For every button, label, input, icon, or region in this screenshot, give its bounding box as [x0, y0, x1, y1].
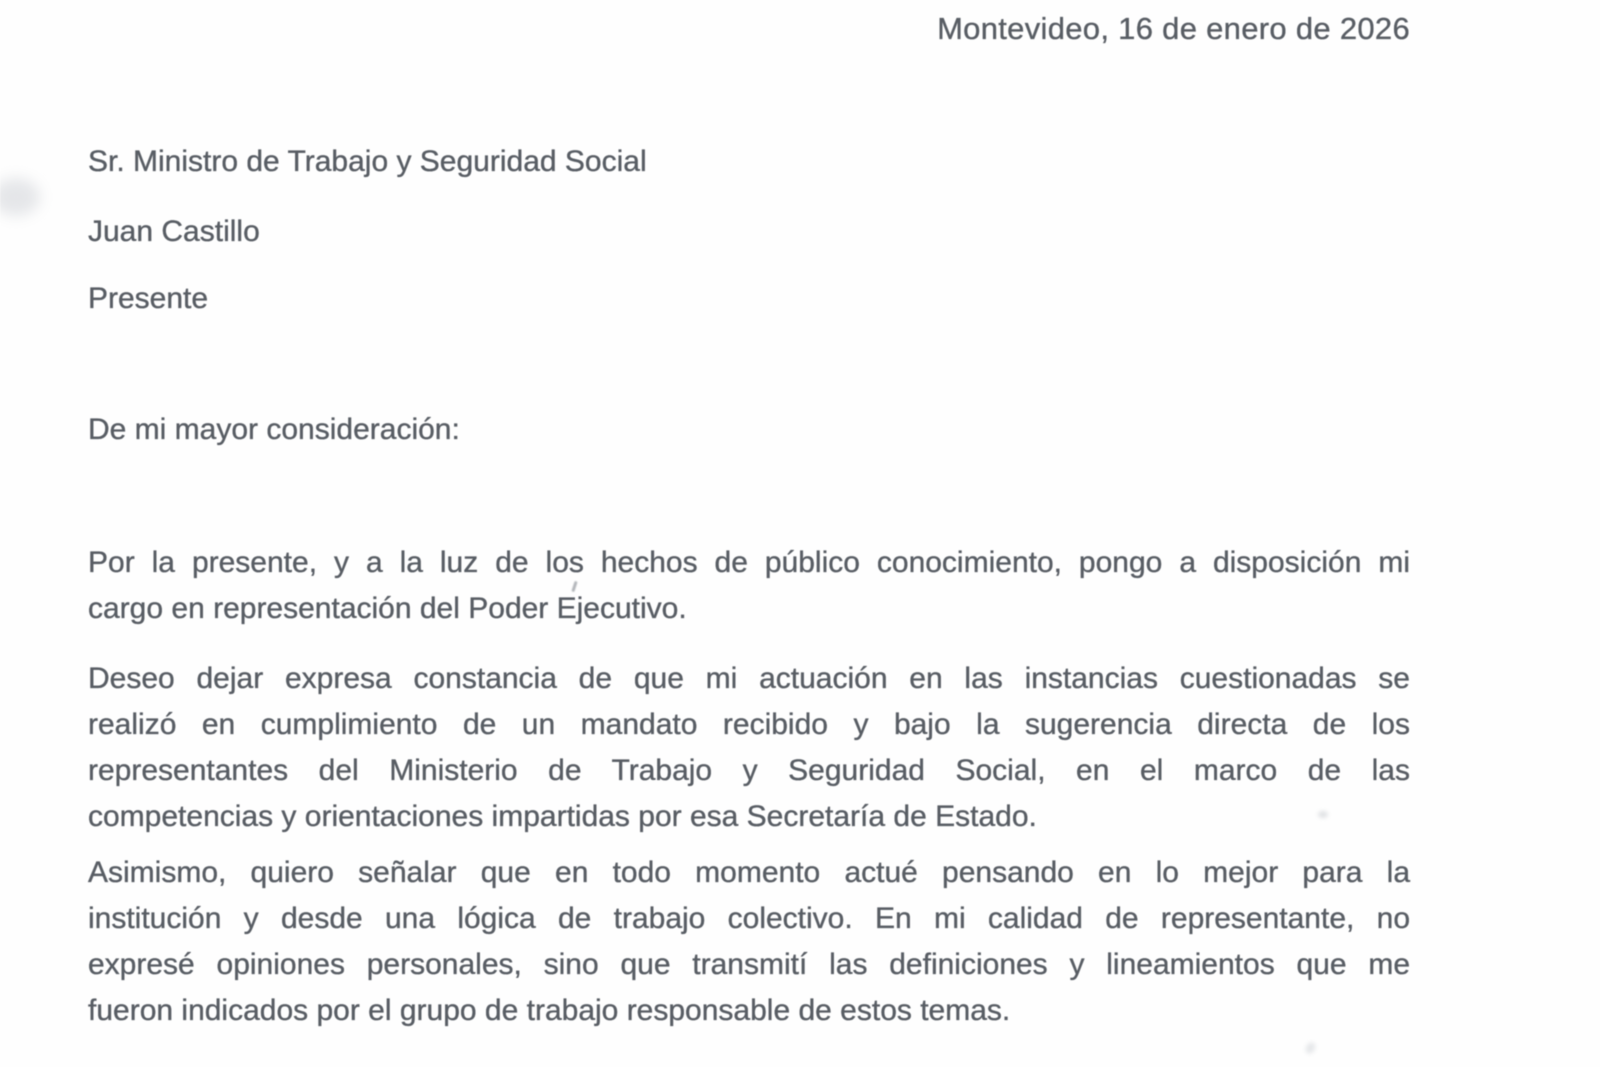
body-line: representantes del Ministerio de Trabajo y Seguridad Social, en el marco de las: [88, 754, 1410, 787]
body-line: Por la presente, y a la luz de los hechos de público conocimiento, pongo a disposición mi: [88, 546, 1410, 579]
body-paragraph-1: [88, 540, 1410, 632]
scan-artifact-speck-2: [1304, 1041, 1318, 1056]
recipient-name-line: Juan Castillo: [88, 215, 260, 248]
body-line: Asimismo, quiero señalar que en todo momento actué pensando en lo mejor para la: [88, 856, 1410, 889]
body-paragraph-2: [88, 656, 1410, 840]
body-line: expresé opiniones personales, sino que transmití las definiciones y lineamientos que me: [88, 948, 1410, 981]
body-line: realizó en cumplimiento de un mandato recibido y bajo la sugerencia directa de los: [88, 708, 1410, 741]
date-line: Montevideo, 16 de enero de 2026: [937, 11, 1410, 46]
recipient-title-line: Sr. Ministro de Trabajo y Seguridad Social: [88, 145, 647, 178]
body-line: fueron indicados por el grupo de trabajo responsable de estos temas.: [88, 994, 1011, 1027]
body-line: competencias y orientaciones impartidas por esa Secretaría de Estado.: [88, 800, 1037, 833]
salutation-line: De mi mayor consideración:: [88, 413, 460, 446]
body-line: cargo en representación del Poder Ejecutivo.: [88, 592, 687, 625]
body-line: institución y desde una lógica de trabajo colectivo. En mi calidad de representante, no: [88, 902, 1410, 935]
recipient-presente-line: Presente: [88, 282, 209, 315]
body-paragraph-3: [88, 850, 1410, 1034]
body-line: Deseo dejar expresa constancia de que mi actuación en las instancias cuestionadas se: [88, 662, 1410, 695]
scan-artifact-left-smudge: [0, 178, 40, 216]
